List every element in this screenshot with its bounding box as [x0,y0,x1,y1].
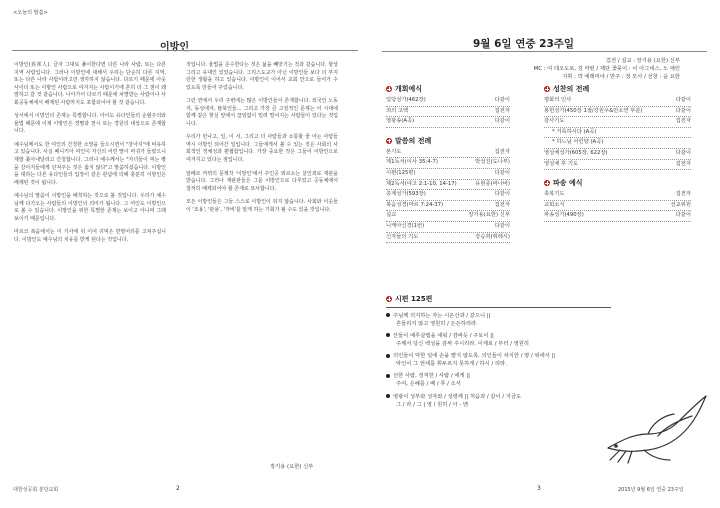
page-number-left: 2 [176,485,180,492]
psalm-stanza: 선한 사람, 정직한 / 사람 / 에게 || 주여, 은혜를 / 베 / 푸 / 소서 [386,372,706,388]
article-column-2 [186,62,338,220]
paragraph: 그런 면에서 우리 주변에는 많은 이방인들이 존재합니다. 외국인 노동자, 동성애자, 탈북인들... 그리고 가장 큰 고질적인 문제는 이 시대에 함께 같은 현실 앞에서 끊임없이 밀려 떨어지는 사람들이 있다는 것입니다. [186,98,338,127]
psalm-heading: 시편 125편 [386,294,706,304]
order-row: 제1독서(이사 35:4-7) 박성진(도나부) [386,158,510,169]
paragraph: 예수님의 말씀이 이방인을 배척하는 것으로 볼 것입니다. 우리가 예수님께 다가오는 사람들의 이방인의 의미가 됩니다. 그 여인도 이방인으로 볼 수 있습니다. 이방인을 위한 특별한 존재는 보이고 아니며 그래 보이기 때문입니다. [14,193,166,222]
order-row: 층계성가(593장) 다같이 [386,190,510,201]
page-title: 이방인 [160,42,189,53]
paragraph: 것입니다. 율법을 준수한다는 것은 삶을 빼앗기는 것과 같습니다. 항상 그리고 유대인 있었습니다. 그리스도교가 아닌 이방인들 보다 더 부지런한 생활을 하고 있습니다. 이방인이 이어서 교회 안으로 들어가 수 있도록 만들어 주었습니다. [186,62,338,91]
order-row: 신자들의 기도 강승희(휘레시) [386,233,510,244]
order-row: 설교 장기용(요한) 신부 [386,211,510,222]
dove-icon [600,390,712,470]
order-row: 시편(125편) 다같이 [386,169,510,180]
order-row: 파송성가(490장) 다같이 [544,211,691,222]
cross-icon [386,296,392,302]
psalm-stanza: 주님께 의지하는 자는 시온산과 / 같으니 || 흔들리지 않고 영원히 / 든든하리라. [386,312,706,328]
order-row: 입당성가(462장) 다같이 [386,96,510,107]
order-row: 감사기도 집전자 [544,117,691,128]
order-row: 죄의 고백 집전자 [386,107,510,118]
psalm-divider [386,307,611,308]
sacrament-heading: 성찬의 전례 [544,84,691,94]
order-row: 교회소식 선교위원 [544,201,691,212]
order-row: 니케아신경(1번) 다같이 [386,222,510,233]
bullet-icon [386,354,390,358]
order-row: 영광송(A곡) 다같이 [386,117,510,128]
liturgy-column-left [386,84,510,243]
order-row: 영성체 후 기도 집전자 [544,160,691,171]
title-divider-right [382,51,707,52]
header-label: <오늘의 말씀> [13,10,48,16]
order-row: 본기도 집전자 [386,148,510,159]
bullet-icon [386,394,390,398]
paragraph: 우리가 만나고, 일, 이 서, 그리고 더 사람들과 소통할 줄 아는 사람들 역시 이방인 되어간 일입니다. 그들에게서 볼 수 있는 것은 사회의 사회적인 정체성과 편협함입니다. 가장 중요한 것은 그들이 이방인으로 여겨지고 있다는 점입니다. [186,134,338,164]
credit-line: MC : 여 데오도로, 김 마틴 / 제단 꽃꽂이 : 이 아그네스, 노 애린 [533,65,680,72]
liturgy-column-right [544,84,691,222]
footer-date: 2015년 9월 6일 연중 23주일 [618,487,684,493]
cross-icon [544,86,550,92]
word-heading: 말씀의 전례 [386,136,510,146]
author-signature: 장기용 (요한) 신부 [270,464,314,470]
paragraph: 마르코 복음에서는 이 기사에 뒤 이어 귀먹은 반벙어리를 고쳐주십니다. 이방인도 예수님의 치유를 받게 된다는 것입니다. [14,229,166,243]
service-title: 9월 6일 연중 23주일 [473,38,575,50]
page-number-right: 3 [537,485,541,492]
cross-icon [544,180,550,186]
order-row: 제2독서(야고 2:1-10, 14-17) 유현종(바나바) [386,180,510,191]
title-divider [12,50,358,51]
bullet-icon [386,313,390,317]
order-row: 봉헌성가(450장 1절/강원우&안소연 부분) 다같이 [544,107,691,118]
order-row: * 거룩하시다 (A곡) [544,128,691,139]
psalm-stanza: 영광이 성부와 성자와 / 성령께 || 처음과 / 같이 / 지금도 그 / 라 / 그 | 영 / 원히 / 아 - 멘 [386,393,706,409]
paragraph: 예수님께서도 한 여인의 간청한 소망을 들으시면서 "강아지"에 비유하고 있습니다. 사실 페니키아 여인이 자신의 어린 딸이 마귀가 들렸으니 제발 좇아내달라고 간청합니다. 그러나 예수께서는 "자녀들이 먹는 빵을 강아지들에게 던져주는 것은 옳지 않다"고 말씀하셨습니다. 이방인을 대하는 다른 유다인들의 입장이 같은 관념에 의해 충분히 이방인은 배제된 것이 됩니다. [14,141,166,186]
credit-line: 집전 / 설교 : 장기용 (요한) 신부 [605,58,680,64]
order-row: 축복기도 집전자 [544,190,691,201]
article-column-1 [14,62,166,250]
bullet-icon [386,374,390,378]
psalm-stanza: 의인들이 악한 일에 손을 뻗지 않도록, 의인들이 차지한 / 땅 / 위에서 || 악인이 그 권세를 휘두르지 못하게 / 하시 / 리라. [386,352,706,368]
service-credits [420,58,680,81]
cross-icon [386,138,392,144]
order-row: 복음성경(마르 7:24-37) 집전자 [386,201,510,212]
order-row: * 하느님 어린양 (A곡) [544,138,691,149]
credit-line: 지휘 : 박 예레미야 / 반주 : 정 모사 / 선창 : 윤 요한 [562,73,680,80]
paragraph: 모든 이방인들은 그들 스스로 이방인이 되지 않습니다. 사회와 이웃들이 '조용', '관용', '자비'를 알게 하는 기회가 될 수도 있을 것입니다. [186,199,338,213]
bullet-icon [386,333,390,337]
cross-icon [386,86,392,92]
order-row: 평화의 인사 다같이 [544,96,691,107]
order-row: 영성체성가(605장, 622장) 다같이 [544,149,691,160]
psalm-stanza: 산들이 예루살렘을 에워 / 감싸듯 / 주토이 || 주께서 당신 백성을 감싸 주시리라. 이제로 / 부터 / 영원히 [386,332,706,348]
paragraph: 알베르 까뮈의 문제작 '이방인'에서 주인공 뫼르소는 살인죄로 재판을 받습니다. 그러나 재판관들은 그를 이방인으로 다루었고 공동체에서 철저히 배제되어야 할 존재로 묘사합니다. [186,170,338,192]
footer-church-name: 대한성공회 분당교회 [13,487,59,493]
gathering-heading: 개회예식 [386,84,510,94]
paragraph: 성서에서 이방인의 존재는 특별합니다. 아이도 유다인들의 순혈주의와 율법 때문에 이제 이방인은 경멸과 천시 또는 경원의 대상으로 존재합니다. [14,113,166,135]
dismissal-heading: 파송 예식 [544,178,691,188]
paragraph: 이방인(異邦人). 글자 그대로 풀이한다면 다른 나라 사람, 또는 다른 지역 사람입니다. 그러나 이방인에 대해서 우리는 단순히 다른 지역, 또는 다른 나라 사람이라고만 생각하지 않습니다. 다르기 때문에 아웃사이더 또는 이방인 사람으로 여겨지는 사람이기에 흔히 더 그 점이 왜 말하고 갈 것 같습니다. 나아가서 다르기 때문에 차별받는 사람이나 사회공동체에서 배제된 사람까지도 포함되어야 할 것 같습니다. [14,62,166,106]
